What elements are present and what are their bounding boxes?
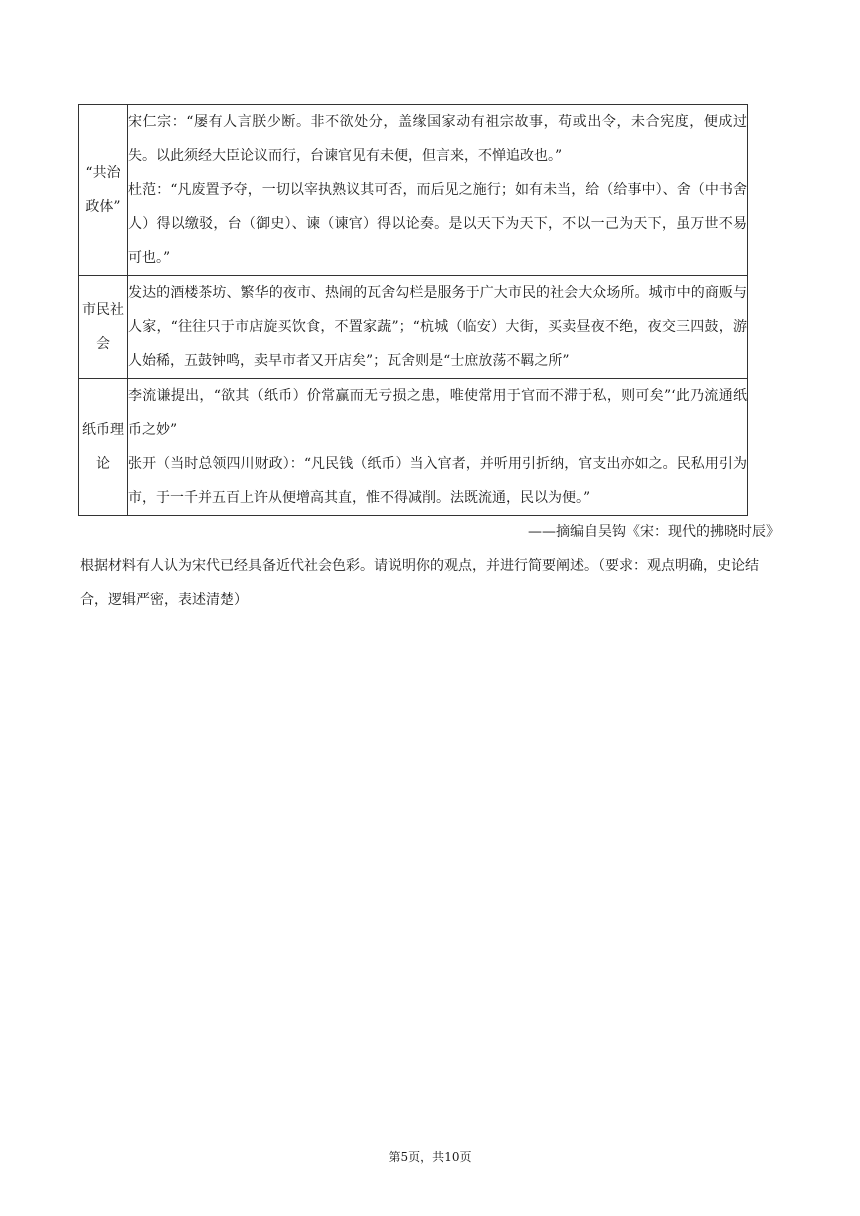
footer-middle: 页，共 xyxy=(408,1150,445,1164)
row-content-civil-society xyxy=(128,276,748,379)
quote-song-renzong: 宋仁宗：“屡有人言朕少断。非不欲处分，盖缘国家动有祖宗故事，苟或出令，未合宪度，便成过失。以此须经大臣论议而行，台谏官见有未便，但言来，不惮追改也。” xyxy=(128,114,747,164)
quote-zhang-kai: 张开（当时总领四川财政）：“凡民钱（纸币）当入官者，并听用引折纳，官支出亦如之。民私用引为市，于一千并五百上许从便增高其直，惟不得减削。法既流通，民以为便。” xyxy=(128,456,747,506)
source-citation: ——摘编自吴钩《宋：现代的拂晓时辰》 xyxy=(528,524,780,540)
footer-total-pages: 10 xyxy=(444,1150,460,1164)
row-content-joint-governance xyxy=(128,105,748,276)
row-label-civil-society: 市民社会 xyxy=(79,276,128,379)
table-row xyxy=(79,105,748,276)
page-footer xyxy=(0,1148,860,1166)
material-table xyxy=(78,104,748,516)
quote-du-fan: 杜范：“凡废置予夺，一切以宰执熟议其可否，而后见之施行；如有未当，给（给事中）、舍（中书舍人）得以缴驳，台（御史）、谏（谏官）得以论奏。是以天下为天下，不以一己为天下，虽万世不易可也。” xyxy=(128,182,747,266)
row-label-joint-governance: “共治政体” xyxy=(79,105,128,276)
footer-prefix: 第 xyxy=(388,1150,401,1164)
row-content-paper-money xyxy=(128,379,748,516)
question-text: 根据材料有人认为宋代已经具备近代社会色彩。请说明你的观点，并进行简要阐述。（要求：观点明确，史论结合，逻辑严密，表述清楚） xyxy=(80,558,759,608)
footer-page-number: 5 xyxy=(400,1150,409,1164)
table-row xyxy=(79,379,748,516)
table-row xyxy=(79,276,748,379)
quote-li-liuqian: 李流谦提出，“欲其（纸币）价常赢而无亏损之患，唯使常用于官而不滞于私，则可矣”‘此乃流通纸币之妙” xyxy=(128,388,747,438)
row-label-paper-money: 纸币理论 xyxy=(79,379,128,516)
footer-suffix: 页 xyxy=(459,1150,472,1164)
civil-society-text: 发达的酒楼茶坊、繁华的夜市、热闹的瓦舍勾栏是服务于广大市民的社会大众场所。城市中的商贩与人家，“往往只于市店旋买饮食，不置家蔬”；“杭城（临安）大街，买卖昼夜不绝，夜交三四鼓，游人始稀，五鼓钟鸣，卖早市者又开店矣”；瓦舍则是“士庶放荡不羁之所” xyxy=(128,285,747,369)
